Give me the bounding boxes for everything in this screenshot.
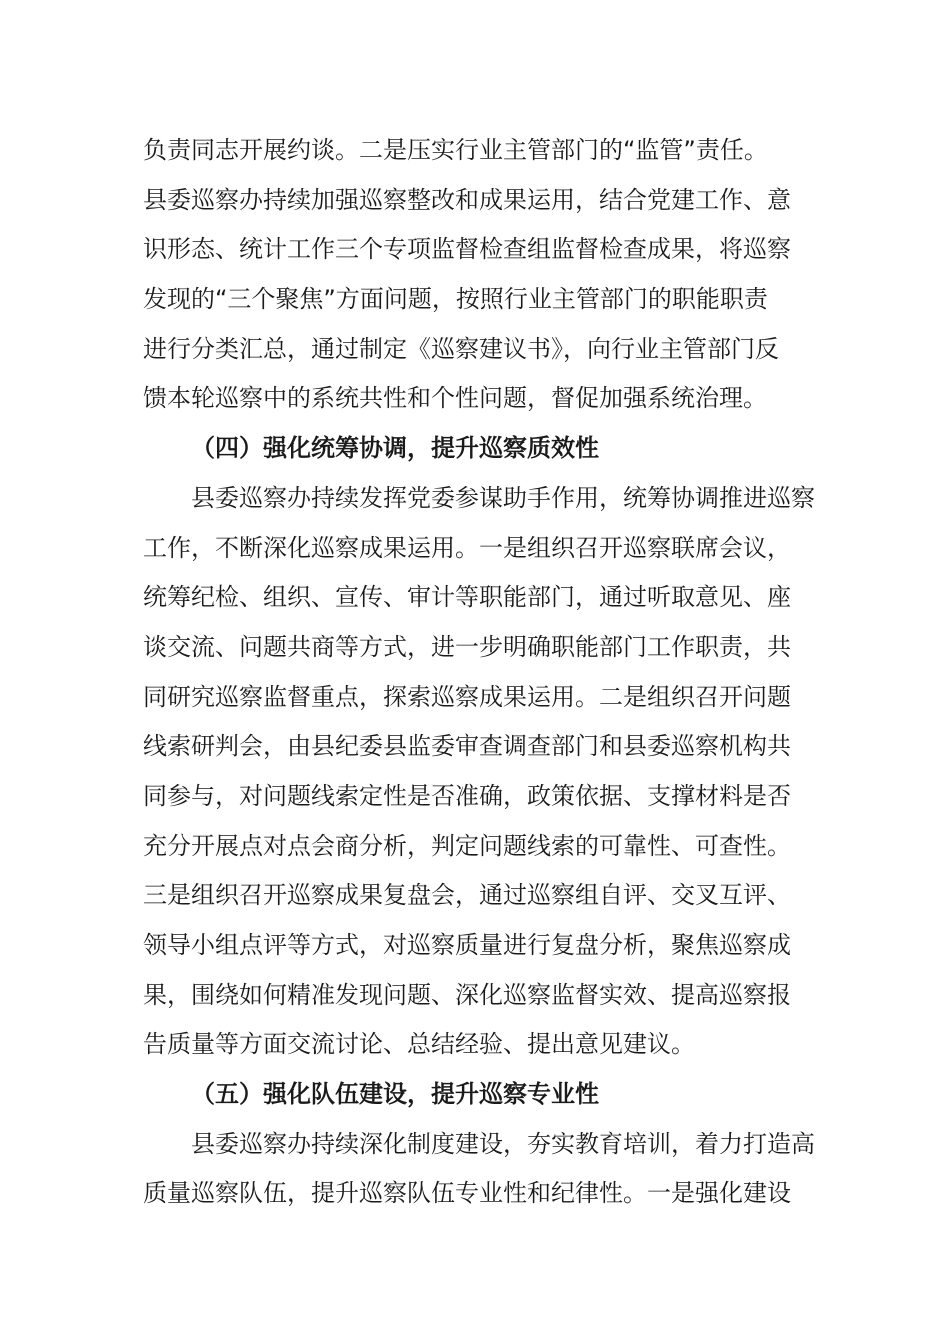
document-body [143, 126, 815, 1219]
paragraph-line: 识形态、统计工作三个专项监督检查组监督检查成果，将巡察 [143, 235, 791, 264]
paragraph-line: 领导小组点评等方式，对巡察质量进行复盘分析，聚焦巡察成 [143, 931, 791, 959]
paragraph-line: 发现的“三个聚焦”方面问题，按照行业主管部门的职能职责 [143, 285, 768, 314]
paragraph-line: 三是组织召开巡察成果复盘会，通过巡察组自评、交叉互评、 [143, 881, 791, 910]
paragraph-line: 县委巡察办持续加强巡察整改和成果运用，结合党建工作、意 [143, 185, 791, 214]
paragraph-line: 进行分类汇总，通过制定《巡察建议书》，向行业主管部门反 [143, 334, 779, 363]
paragraph-line: 谈交流、问题共商等方式，进一步明确职能部门工作职责，共 [143, 632, 791, 661]
section-heading: （五）强化队伍建设，提升巡察专业性 [191, 1080, 599, 1109]
paragraph-line: 同参与，对问题线索定性是否准确，政策依据、支撑材料是否 [143, 781, 791, 810]
paragraph-line: 告质量等方面交流讨论、总结经验、提出意见建议。 [143, 1030, 695, 1059]
paragraph-line: 线索研判会，由县纪委县监委审查调查部门和县委巡察机构共 [143, 732, 791, 761]
paragraph-line: 馈本轮巡察中的系统共性和个性问题，督促加强系统治理。 [143, 384, 767, 413]
paragraph-line: 县委巡察办持续深化制度建设，夯实教育培训，着力打造高 [191, 1129, 815, 1158]
paragraph-line: 县委巡察办持续发挥党委参谋助手作用，统筹协调推进巡察 [191, 483, 815, 512]
paragraph-line: 负责同志开展约谈。二是压实行业主管部门的“监管”责任。 [143, 136, 768, 164]
paragraph-line: 工作，不断深化巡察成果运用。一是组织召开巡察联席会议， [143, 533, 791, 562]
paragraph-line: 统筹纪检、组织、宣传、审计等职能部门，通过听取意见、座 [143, 583, 791, 612]
paragraph-line: 质量巡察队伍，提升巡察队伍专业性和纪律性。一是强化建设 [143, 1179, 791, 1208]
paragraph-line: 果，围绕如何精准发现问题、深化巡察监督实效、提高巡察报 [143, 980, 791, 1009]
section-heading: （四）强化统筹协调，提升巡察质效性 [191, 434, 599, 463]
paragraph-line: 同研究巡察监督重点，探索巡察成果运用。二是组织召开问题 [143, 682, 791, 711]
paragraph-line: 充分开展点对点会商分析，判定问题线索的可靠性、可查性。 [143, 831, 791, 860]
